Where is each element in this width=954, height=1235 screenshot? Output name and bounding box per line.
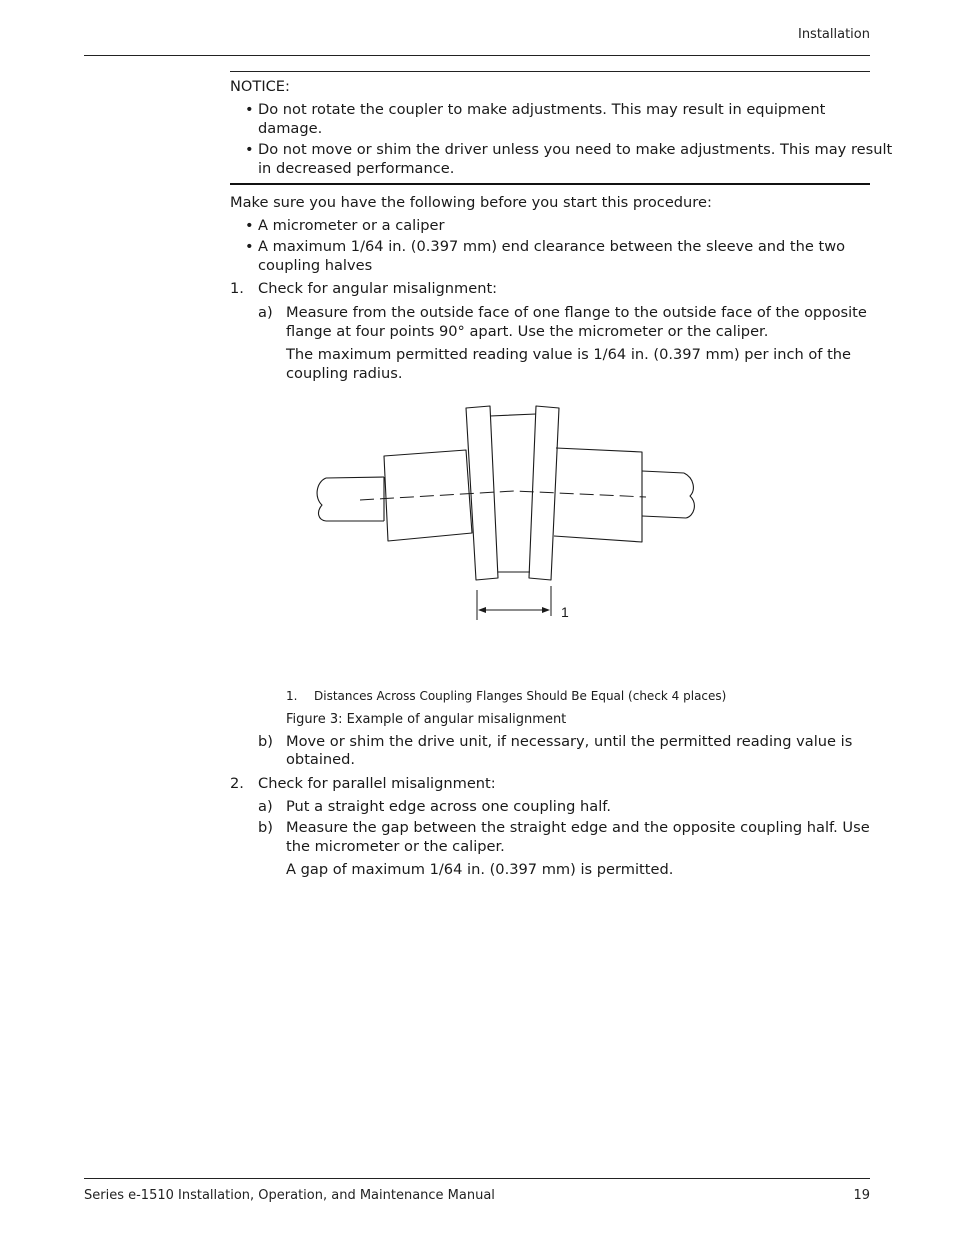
notice-bullet-1-line-2: damage. — [258, 120, 323, 137]
step-1a-note-line-2: coupling radius. — [286, 365, 403, 382]
page-number: 19 — [853, 1188, 870, 1203]
step-1b-label: b) — [258, 733, 273, 750]
notice-title: NOTICE: — [230, 78, 290, 95]
step-1a-label: a) — [258, 304, 273, 321]
notice-bullet-2-line-2: in decreased performance. — [258, 160, 455, 177]
left-hub — [384, 450, 472, 541]
step-2b-label: b) — [258, 819, 273, 836]
step-1b-line-2: obtained. — [286, 751, 356, 768]
figure-callout-1: 1 — [561, 604, 569, 620]
step-1a-line-2: flange at four points 90° apart. Use the micrometer or the caliper. — [286, 323, 769, 340]
notice-bullet-2-mark: • — [245, 141, 254, 158]
running-header: Installation — [797, 27, 870, 42]
figure-legend-text: Distances Across Coupling Flanges Should Be Equal (check 4 places) — [314, 689, 727, 703]
intro-bullet-1-line-1: A micrometer or a caliper — [258, 217, 445, 234]
step-2b-note-line-1: A gap of maximum 1/64 in. (0.397 mm) is permitted. — [286, 861, 674, 878]
step-2-number: 2. — [230, 775, 244, 792]
step-2b-line-2: the micrometer or the caliper. — [286, 838, 505, 855]
step-2-text: Check for parallel misalignment: — [258, 775, 496, 792]
step-2a-line-1: Put a straight edge across one coupling half. — [286, 798, 611, 815]
intro-bullet-2-mark: • — [245, 238, 254, 255]
angular-misalignment-figure — [286, 390, 706, 680]
notice-top-rule — [230, 71, 870, 72]
notice-bottom-rule — [230, 183, 870, 185]
center-line — [360, 491, 646, 500]
step-1a-line-1: Measure from the outside face of one flange to the outside face of the opposite — [286, 304, 867, 321]
right-hub — [554, 448, 642, 542]
step-2b-line-1: Measure the gap between the straight edge and the opposite coupling half. Use — [286, 819, 870, 836]
figure-legend-number: 1. — [286, 689, 298, 703]
intro-bullet-2-line-1: A maximum 1/64 in. (0.397 mm) end clearance between the sleeve and the two — [258, 238, 846, 255]
right-shaft — [642, 471, 694, 518]
notice-bullet-1-line-1: Do not rotate the coupler to make adjustments. This may result in equipment — [258, 101, 826, 118]
step-1b-line-1: Move or shim the drive unit, if necessary, until the permitted reading value is — [286, 733, 853, 750]
step-1-text: Check for angular misalignment: — [258, 280, 498, 297]
dimension-arrow — [477, 586, 551, 620]
figure-caption: Figure 3: Example of angular misalignment — [286, 712, 567, 727]
header-rule — [84, 55, 870, 56]
notice-bullet-1-mark: • — [245, 101, 254, 118]
step-2a-label: a) — [258, 798, 273, 815]
footer-rule — [84, 1178, 870, 1179]
right-flange — [529, 406, 559, 580]
step-1-number: 1. — [230, 280, 244, 297]
intro-bullet-2-line-2: coupling halves — [258, 257, 373, 274]
notice-bullet-2-line-1: Do not move or shim the driver unless you need to make adjustments. This may result — [258, 141, 893, 158]
intro-bullet-1-mark: • — [245, 217, 254, 234]
intro-text: Make sure you have the following before you start this procedure: — [230, 194, 712, 211]
footer-title: Series e-1510 Installation, Operation, and Maintenance Manual — [84, 1188, 495, 1203]
step-1a-note-line-1: The maximum permitted reading value is 1/64 in. (0.397 mm) per inch of the — [286, 346, 852, 363]
